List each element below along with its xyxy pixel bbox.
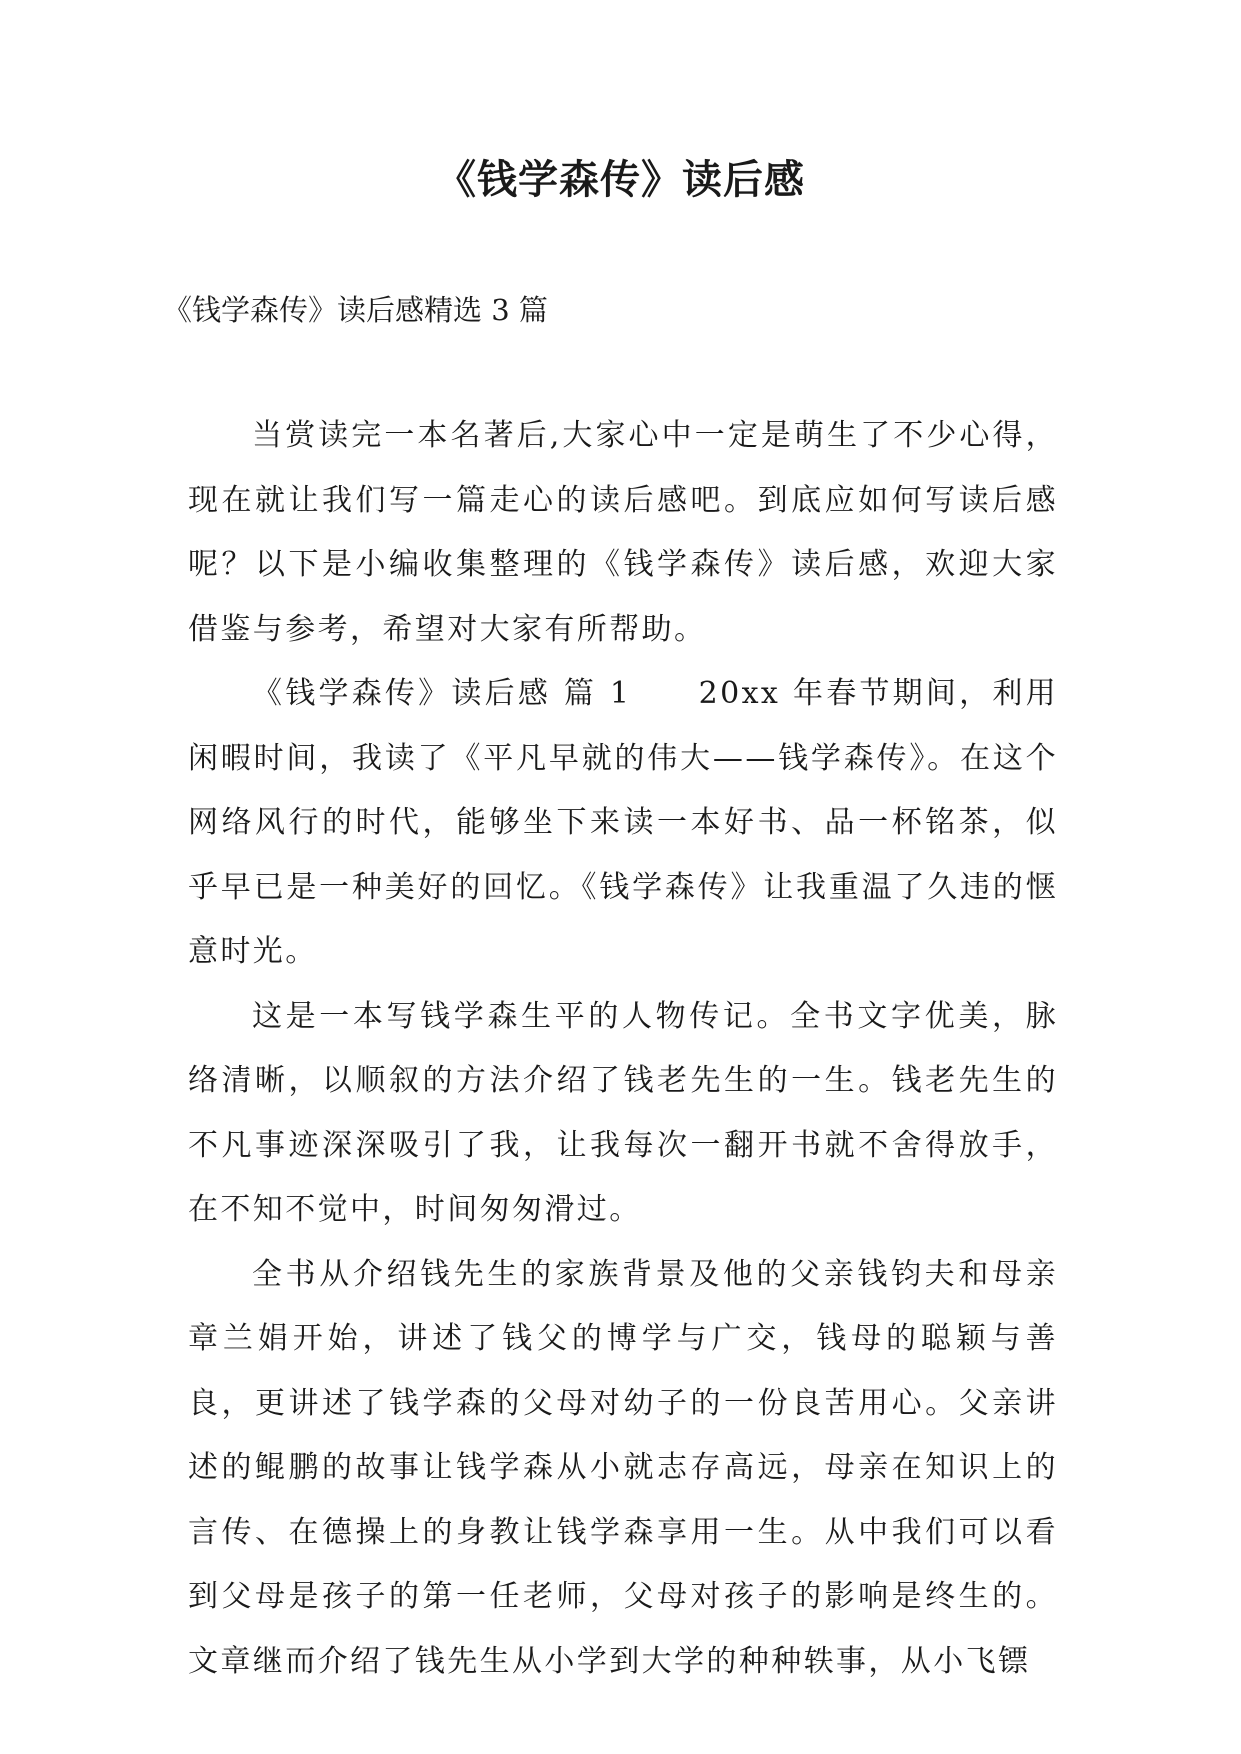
document-title: 《钱学森传》读后感 — [436, 157, 805, 203]
paragraph-3: 全书从介绍钱先生的家族背景及他的父亲钱钧夫和母亲章兰娟开始，讲述了钱父的博学与广交，钱母的聪颖与善良，更讲述了钱学森的父母对幼子的一份良苦用心。父亲讲述的鲲鹏的故事让钱学森从小就志存高远，母亲在知识上的言传、在德操上的身教让钱学森享用一生。从中我们可以看到父母是孩子的第一任老师，父母对孩子的影响是终生的。文章继而介绍了钱先生从小学到大学的种种轶事，从小飞镖 — [188, 1256, 1058, 1679]
document-subtitle: 《钱学森传》读后感精选 3 篇 — [163, 293, 548, 327]
paragraph-1: 《钱学森传》读后感 篇 1 20xx 年春节期间，利用闲暇时间，我读了《平凡早就的伟大——钱学森传》。在这个网络风行的时代，能够坐下来读一本好书、品一杯铭茶，似乎早已是一种美好的回忆。《钱学森传》让我重温了久违的惬意时光。 — [188, 676, 1058, 969]
paragraph-2: 这是一本写钱学森生平的人物传记。全书文字优美，脉络清晰，以顺叙的方法介绍了钱老先生的一生。钱老先生的不凡事迹深深吸引了我，让我每次一翻开书就不舍得放手，在不知不觉中，时间匆匆滑过。 — [188, 998, 1058, 1227]
paragraph-intro: 当赏读完一本名著后,大家心中一定是萌生了不少心得，现在就让我们写一篇走心的读后感吧。到底应如何写读后感呢？以下是小编收集整理的《钱学森传》读后感，欢迎大家借鉴与参考，希望对大家有所帮助。 — [188, 418, 1058, 647]
document-body — [188, 404, 1058, 1694]
